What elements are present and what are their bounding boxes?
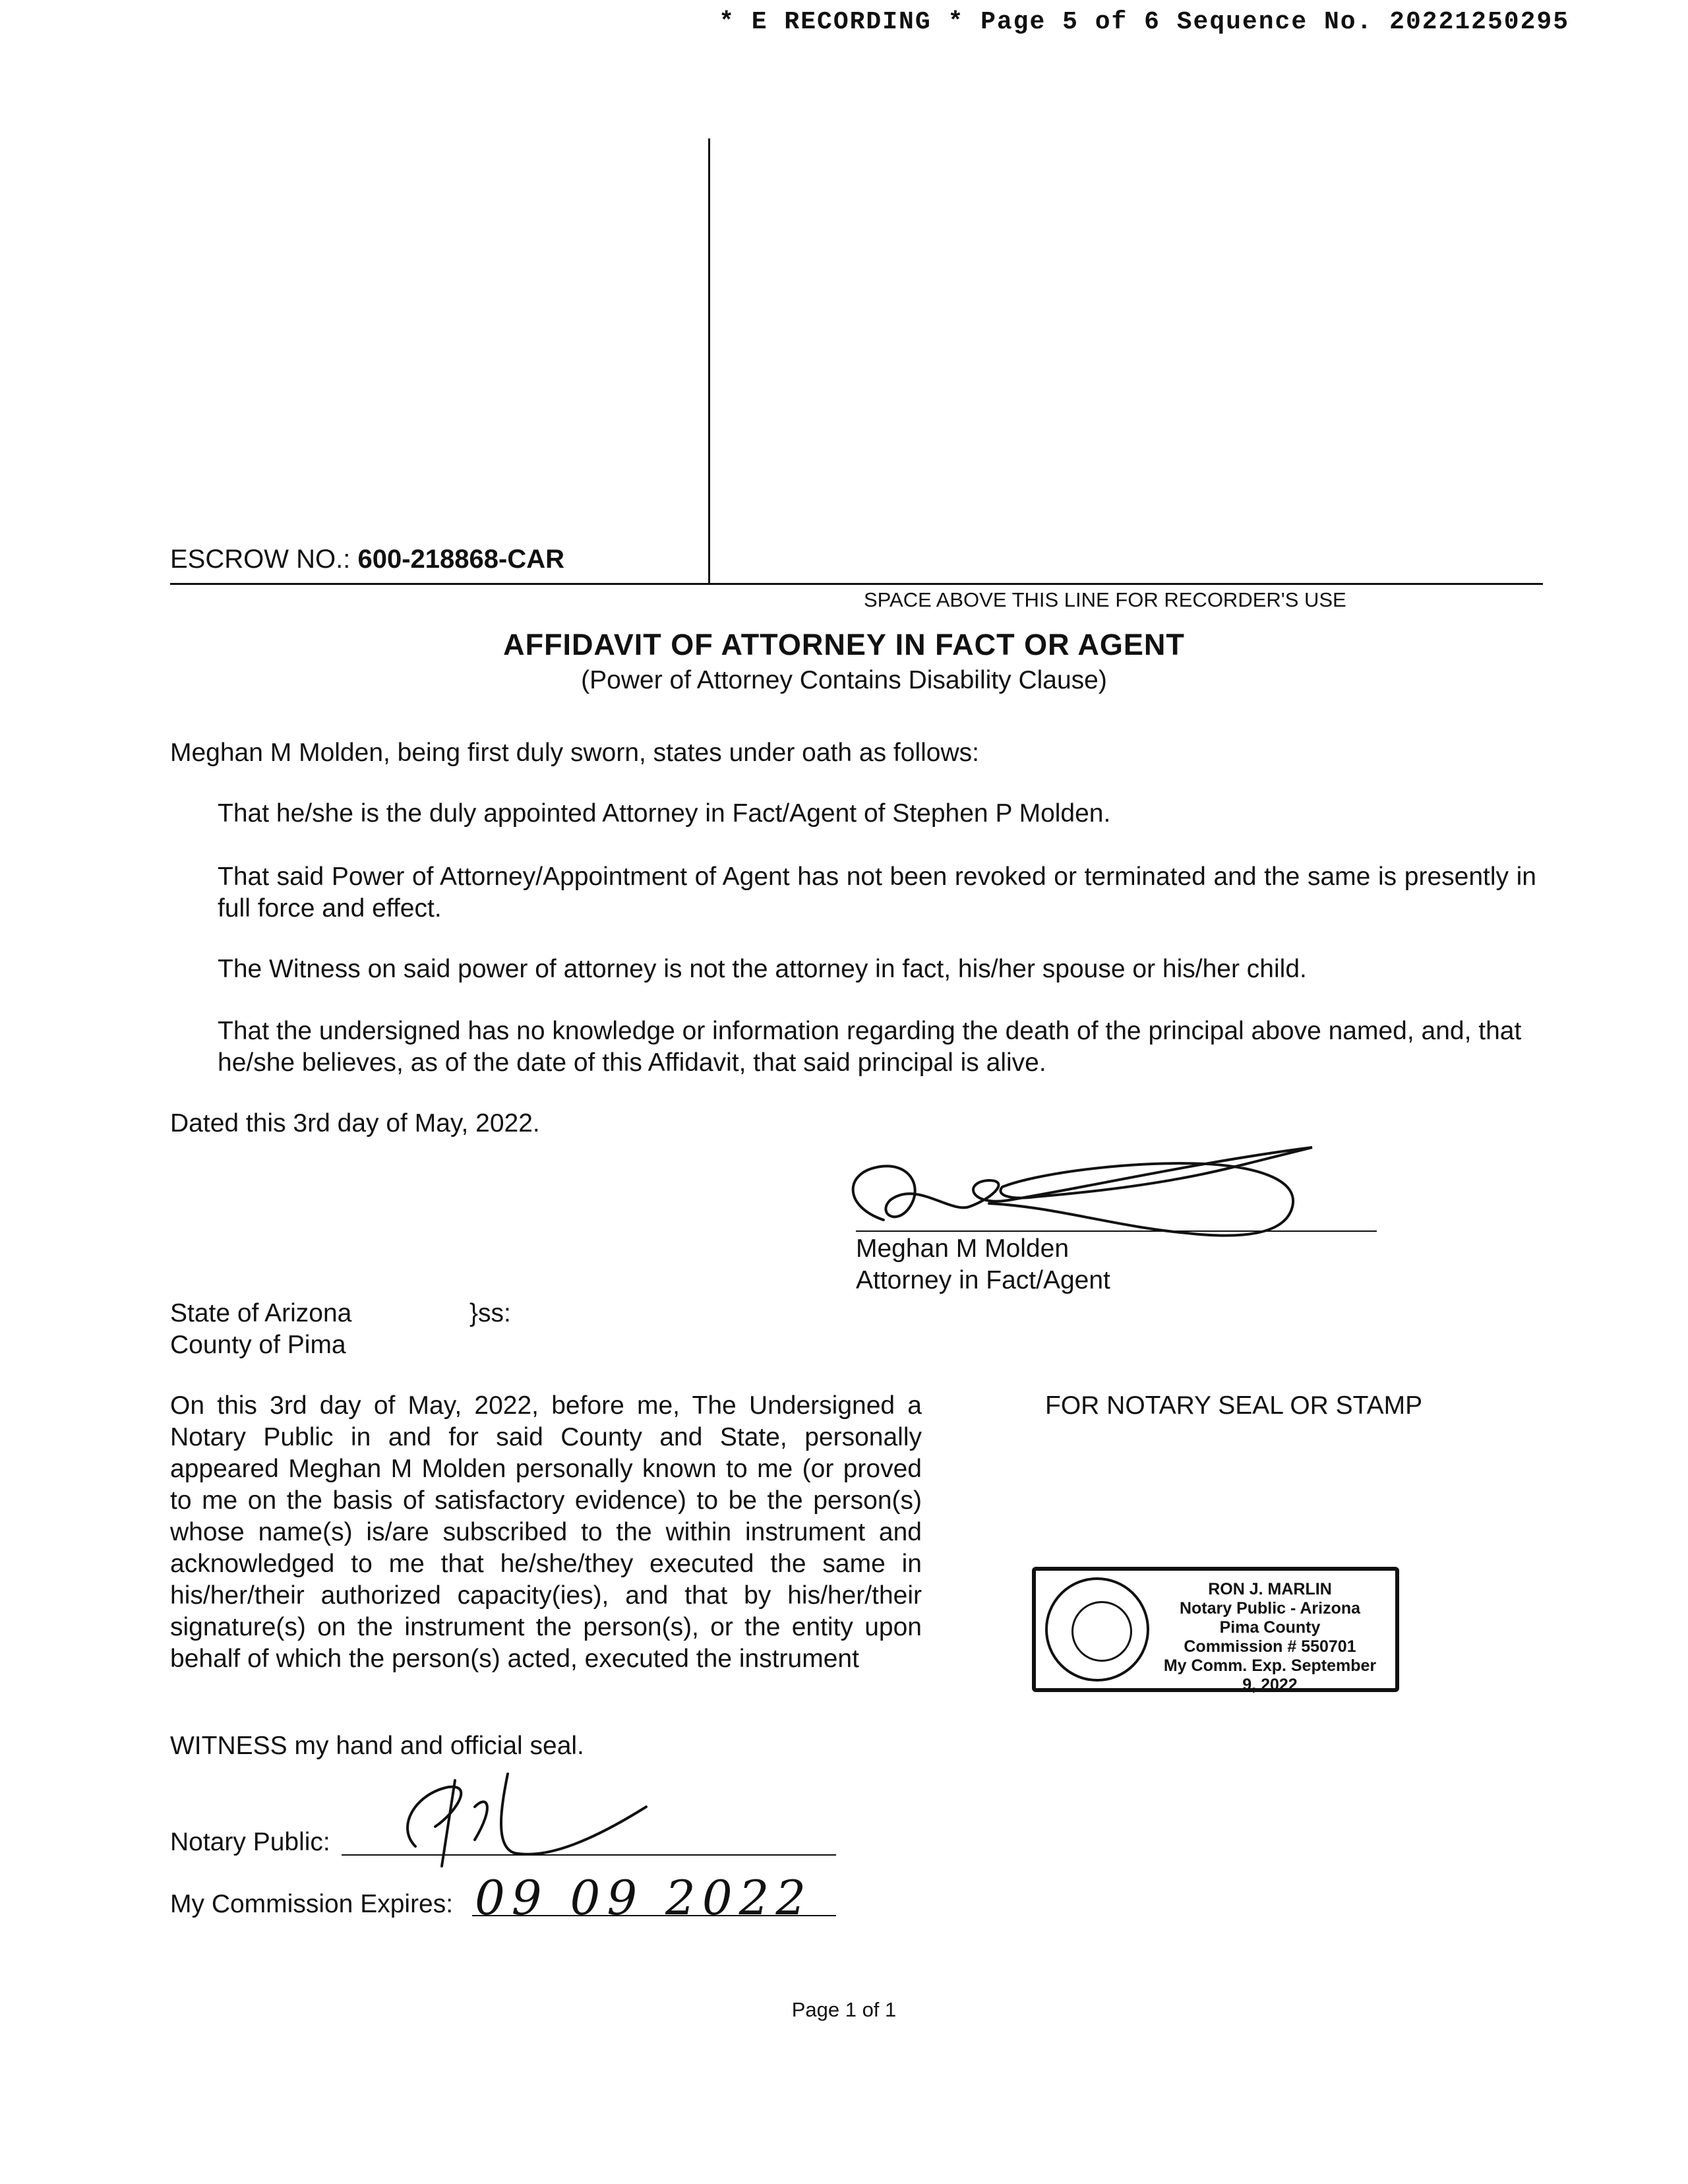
notary-stamp — [1032, 1567, 1399, 1692]
document-subtitle: (Power of Attorney Contains Disability Clause) — [581, 666, 1107, 694]
stamp-county: Pima County — [1219, 1618, 1321, 1637]
stamp-name: RON J. MARLIN — [1208, 1580, 1332, 1598]
venue-ss: }ss: — [469, 1299, 511, 1327]
stamp-expires: My Comm. Exp. September 9, 2022 — [1163, 1656, 1377, 1694]
document-title: AFFIDAVIT OF ATTORNEY IN FACT OR AGENT — [503, 628, 1185, 661]
recorder-box-divider — [708, 138, 710, 584]
statement-2: That said Power of Attorney/Appointment of Agent has not been revoked or terminated and the same is presently in full force and effect. — [218, 863, 1536, 923]
recording-header: * E RECORDING * Page 5 of 6 Sequence No. 20221250295 — [719, 8, 1569, 36]
notary-public-label: Notary Public: — [170, 1828, 330, 1856]
witness-line: WITNESS my hand and official seal. — [170, 1732, 584, 1760]
escrow-value: 600-218868-CAR — [357, 545, 564, 574]
stamp-title: Notary Public - Arizona — [1179, 1599, 1361, 1618]
statement-1: That he/she is the duly appointed Attorney in Fact/Agent of Stephen P Molden. — [218, 799, 1111, 828]
state-seal-icon — [1045, 1577, 1149, 1682]
dated-line: Dated this 3rd day of May, 2022. — [170, 1109, 540, 1138]
escrow-label: ESCROW NO.: — [170, 545, 351, 574]
statement-3: The Witness on said power of attorney is not the attorney in fact, his/her spouse or his/her child. — [218, 955, 1307, 983]
affiant-name: Meghan M Molden — [856, 1234, 1070, 1263]
commission-label: My Commission Expires: — [170, 1890, 454, 1918]
notary-seal-label: FOR NOTARY SEAL OR STAMP — [1045, 1391, 1423, 1420]
intro-paragraph: Meghan M Molden, being first duly sworn, states under oath as follows: — [170, 739, 979, 767]
stamp-commission: Commission # 550701 — [1184, 1637, 1356, 1656]
acknowledgment-paragraph: On this 3rd day of May, 2022, before me, The Undersigned a Notary Public in and for said County and State, personally appeared Meghan M Molden personally known to me (or proved to me on the basis of satisfactory evidence) to be the person(s) whose name(s) is/are subscribed to the within instrument and acknowledged to me that he/she/they executed the same in his/her/their authorized capacity(ies), and that by his/her/their signature(s) on the instrument the person(s), or the entity upon behalf of which the person(s) acted, executed the instrument — [170, 1391, 922, 1673]
affiant-signature-line — [856, 1230, 1377, 1232]
escrow-number — [170, 545, 564, 574]
recorder-note: SPACE ABOVE THIS LINE FOR RECORDER'S USE — [864, 588, 1346, 611]
page-footer: Page 1 of 1 — [791, 1998, 897, 2021]
venue-state: State of Arizona — [170, 1299, 352, 1327]
statement-4: That the undersigned has no knowledge or information regarding the death of the principal above named, and, that he/she believes, as of the date of this Affidavit, that said principal is alive. — [218, 1017, 1522, 1077]
recorder-line — [170, 583, 1543, 585]
notary-stamp-text — [1155, 1580, 1385, 1695]
venue-county: County of Pima — [170, 1331, 346, 1359]
affiant-role: Attorney in Fact/Agent — [856, 1266, 1110, 1294]
commission-date-handwritten: 09 09 2022 — [475, 1870, 813, 1926]
notary-signature-icon — [376, 1767, 653, 1879]
